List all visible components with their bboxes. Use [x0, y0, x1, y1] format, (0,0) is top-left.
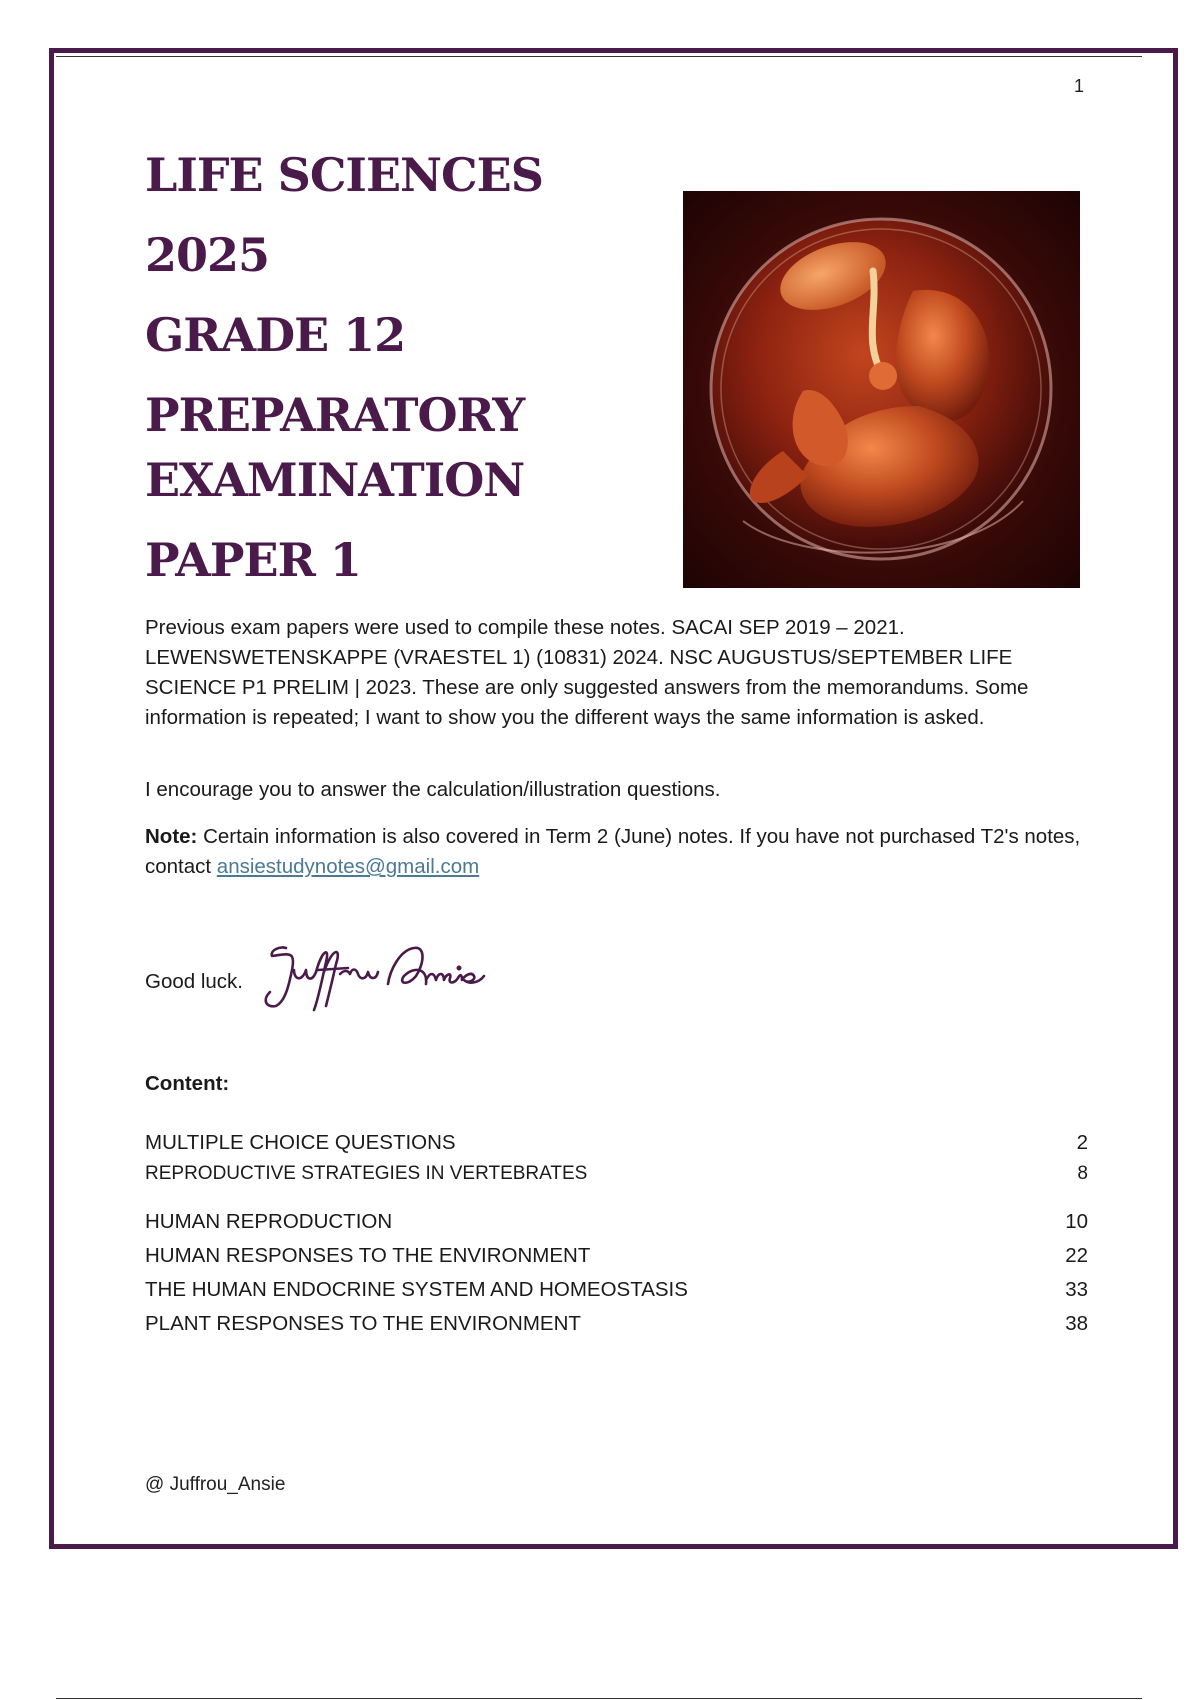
toc-row-human-responses[interactable] — [145, 1244, 1088, 1268]
handwritten-signature — [258, 940, 488, 1020]
toc-title: MULTIPLE CHOICE QUESTIONS — [145, 1131, 456, 1154]
toc-row-endocrine-system[interactable] — [145, 1278, 1088, 1302]
toc-page: 2 — [1076, 1131, 1088, 1154]
title-examination: EXAMINATION — [145, 453, 525, 507]
toc-row-multiple-choice[interactable] — [145, 1131, 1088, 1155]
toc-page: 22 — [1065, 1244, 1088, 1267]
author-handle: @ Juffrou_Ansie — [145, 1474, 286, 1495]
toc-row-reproductive-strategies[interactable] — [145, 1163, 1088, 1185]
content-heading: Content: — [145, 1072, 230, 1095]
note-label: Note: — [145, 825, 198, 848]
note-paragraph — [145, 822, 1095, 882]
title-preparatory: PREPARATORY — [145, 388, 525, 442]
page-number: 1 — [1074, 76, 1085, 96]
toc-page: 33 — [1065, 1278, 1088, 1301]
toc-row-plant-responses[interactable] — [145, 1312, 1088, 1336]
intro-paragraph: Previous exam papers were used to compile these notes. SACAI SEP 2019 – 2021. LEWENSWETENSKAPPE (VRAESTEL 1) (10831) 2024. NSC AUGUSTUS/SEPTEMBER LIFE SCIENCE P1 PRELIM | 2023. These are only suggested answers from the memorandums. Some information is repeated; I want to show you the different ways the same information is asked. — [145, 616, 1029, 729]
toc-title: HUMAN REPRODUCTION — [145, 1210, 393, 1233]
toc-page: 38 — [1065, 1312, 1088, 1335]
email-link[interactable]: ansiestudynotes@gmail.com — [216, 855, 480, 878]
toc-row-human-reproduction[interactable] — [145, 1210, 1088, 1234]
fetus-cover-image — [683, 191, 1080, 588]
encourage-text: I encourage you to answer the calculation/illustration questions. — [145, 778, 721, 801]
good-luck-text: Good luck. — [145, 970, 243, 993]
note-text: Certain information is also covered in Term 2 (June) notes. If you have not purchased T2's notes, contact — [145, 825, 1081, 878]
toc-title: HUMAN RESPONSES TO THE ENVIRONMENT — [145, 1244, 591, 1267]
toc-title: THE HUMAN ENDOCRINE SYSTEM AND HOMEOSTASIS — [145, 1278, 688, 1301]
toc-page: 8 — [1077, 1163, 1088, 1184]
title-grade: GRADE 12 — [145, 308, 406, 362]
title-life-sciences: LIFE SCIENCES — [145, 148, 543, 202]
toc-title: REPRODUCTIVE STRATEGIES IN VERTEBRATES — [145, 1163, 588, 1184]
toc-title: PLANT RESPONSES TO THE ENVIRONMENT — [145, 1312, 581, 1335]
bottom-rule — [56, 1698, 1142, 1699]
toc-page: 10 — [1065, 1210, 1088, 1233]
title-paper: PAPER 1 — [145, 533, 361, 587]
title-year: 2025 — [145, 228, 270, 282]
top-rule — [56, 56, 1142, 57]
